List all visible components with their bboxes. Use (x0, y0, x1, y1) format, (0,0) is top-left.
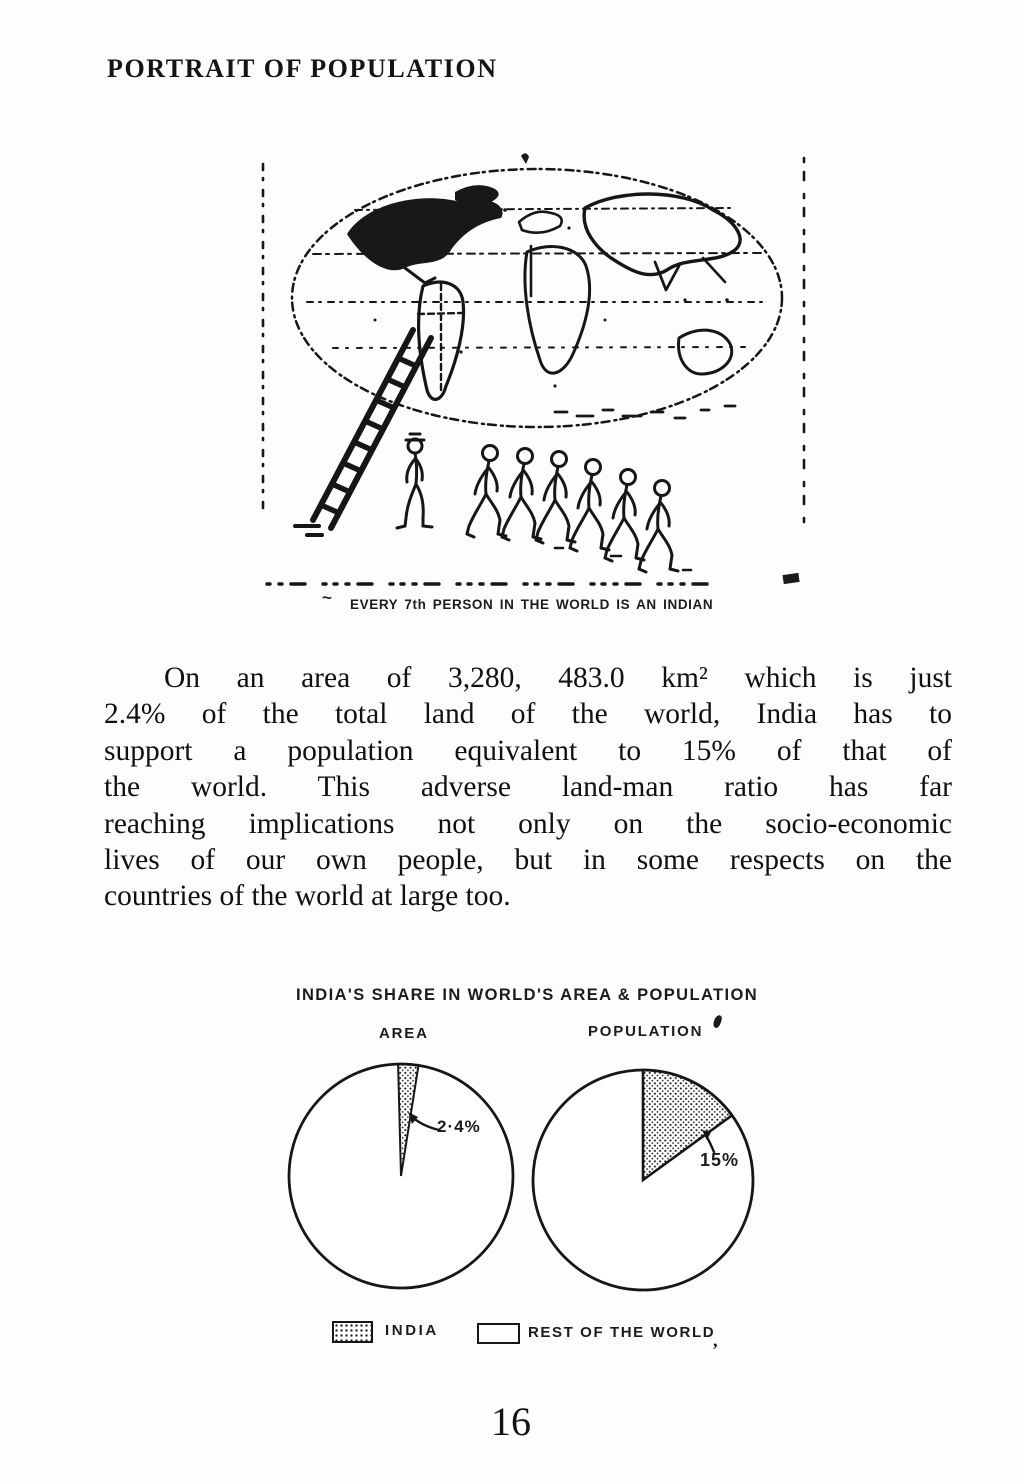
chart-title: INDIA'S SHARE IN WORLD'S AREA & POPULATION (296, 986, 759, 1004)
scan-mark: ~ (322, 588, 332, 607)
area-slice-value: 2·4% (437, 1117, 481, 1136)
map-europe (519, 212, 562, 233)
scan-speck (521, 153, 529, 164)
paragraph-line: 2.4% of the total land of the world, India has to (104, 698, 952, 731)
population-pie (533, 1070, 753, 1290)
legend-label-india: INDIA (385, 1322, 439, 1339)
map-australia (679, 330, 732, 374)
map-asia (584, 194, 740, 275)
walker-2 (502, 449, 541, 541)
walker-1 (467, 446, 506, 538)
paragraph-line: the world. This adverse land-man ratio has far (104, 771, 952, 804)
ground-scribble (555, 406, 735, 418)
map-north-america (347, 198, 503, 270)
paragraph-line: reaching implications not only on the socio-economic (104, 807, 952, 840)
person-at-ladder (397, 434, 432, 528)
walker-5 (605, 470, 644, 562)
legend-swatch-india (332, 1321, 373, 1343)
population-pie-label: POPULATION (588, 1023, 704, 1040)
paragraph-line: support a population equivalent to 15% of that of (104, 734, 952, 767)
ink-smudge (712, 1014, 723, 1029)
body-paragraph (104, 660, 952, 915)
scan-comma-mark: , (713, 1330, 718, 1350)
paragraph-line: lives of our own people, but in some respects on the (104, 844, 952, 877)
map-africa (525, 247, 590, 374)
area-pie (289, 1064, 513, 1288)
area-pie-label: AREA (379, 1025, 429, 1042)
world-population-illustration (255, 150, 815, 595)
page-number: 16 (491, 1399, 531, 1444)
page-title: PORTRAIT OF POPULATION (107, 54, 498, 83)
illustration-caption: EVERY 7th PERSON IN THE WORLD IS AN INDIAN (350, 597, 714, 612)
legend-swatch-rest-of-world (477, 1323, 520, 1344)
population-slice-value: 15% (700, 1150, 740, 1170)
people-queue (397, 434, 691, 572)
paragraph-line: countries of the world at large too. (104, 880, 511, 913)
paragraph-line: On an area of 3,280, 483.0 km² which is just (164, 662, 952, 694)
walker-6 (639, 481, 678, 573)
walker-3 (536, 452, 575, 544)
pie-charts (258, 1040, 792, 1312)
legend-label-rest-of-world: REST OF THE WORLD (528, 1324, 716, 1341)
walker-4 (570, 460, 609, 552)
world-map (292, 169, 782, 427)
